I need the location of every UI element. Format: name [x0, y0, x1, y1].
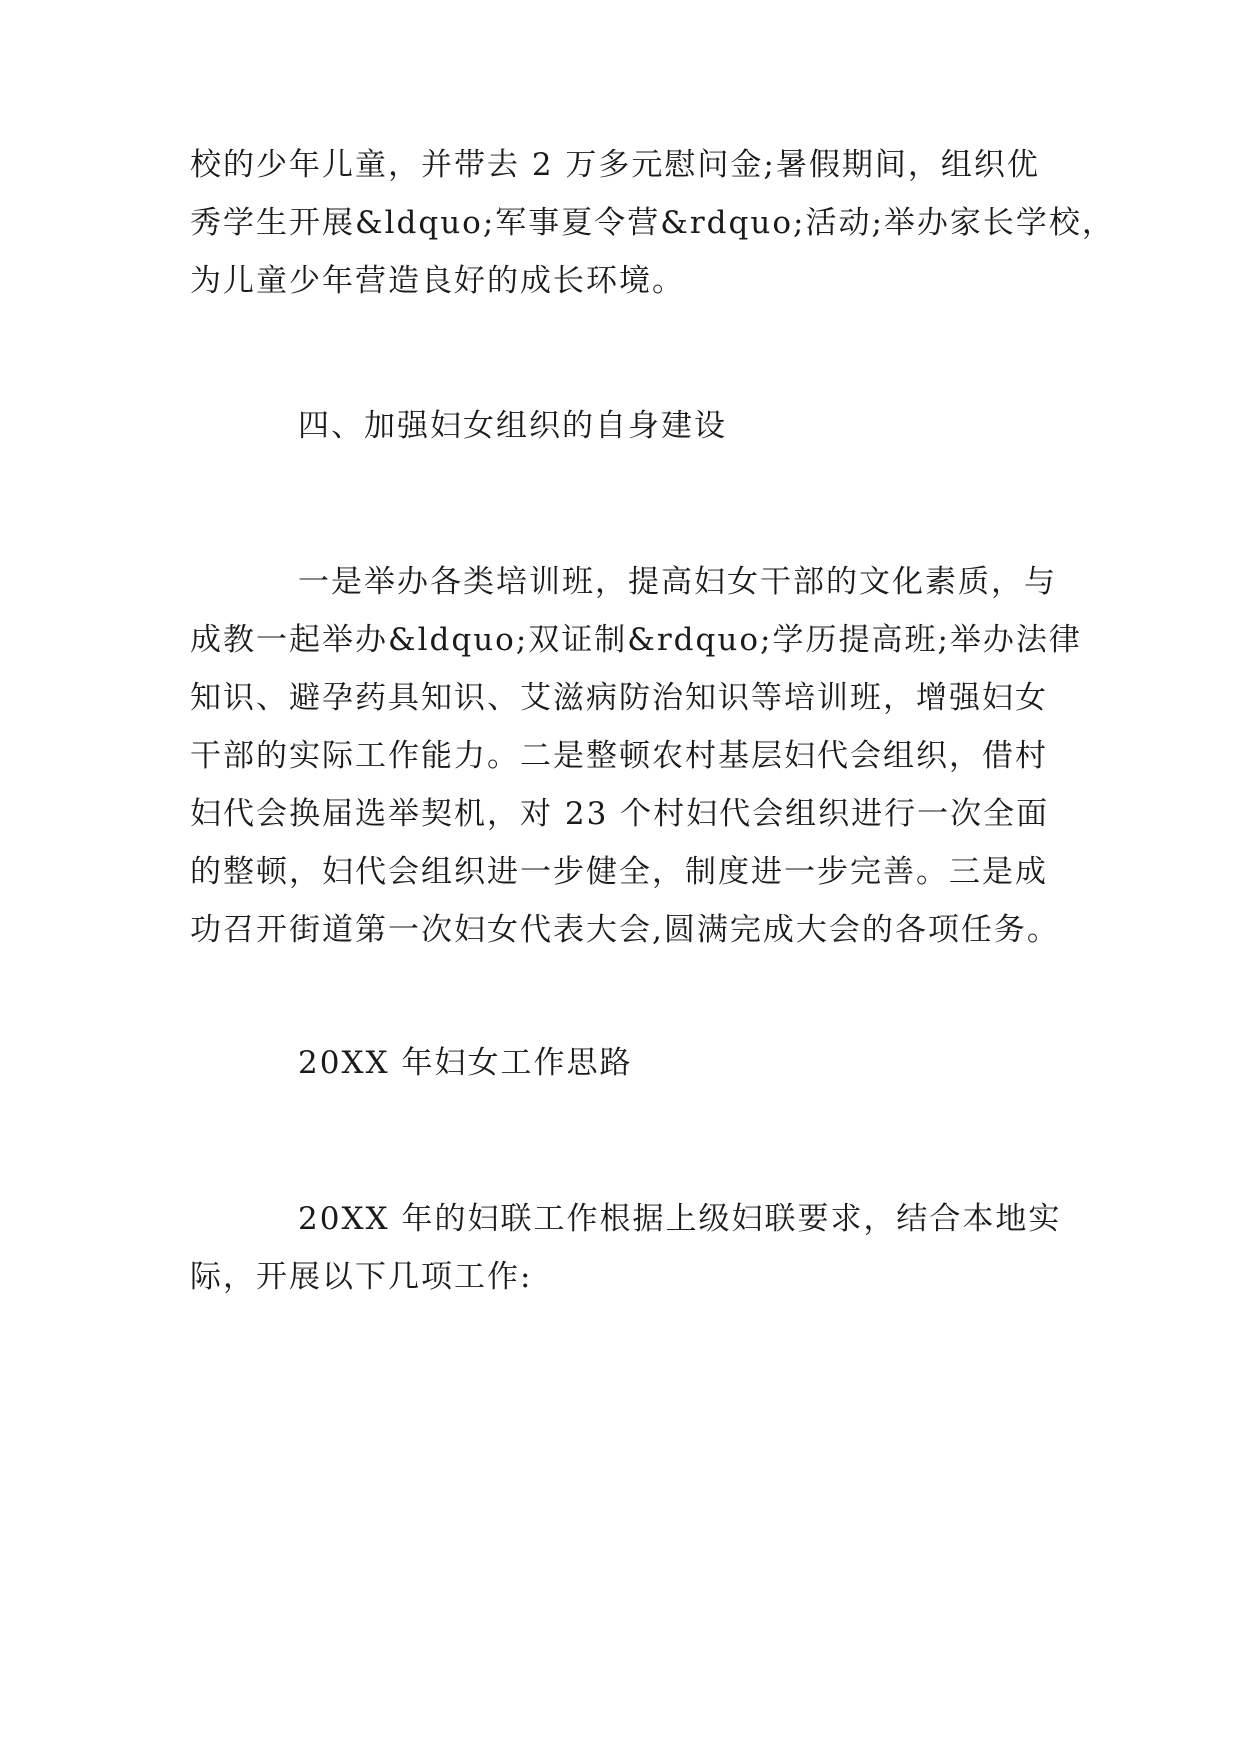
- text-line: 一是举办各类培训班，提高妇女干部的文化素质，与: [298, 564, 1057, 600]
- text-line: 际，开展以下几项工作:: [190, 1259, 533, 1295]
- paragraph-section-4: [190, 553, 1082, 959]
- plan-heading-text: 20XX 年妇女工作思路: [298, 1045, 633, 1081]
- text-line: 妇代会换届选举契机，对 23 个村妇代会组织进行一次全面: [190, 796, 1050, 832]
- text-line: 的整顿，妇代会组织进一步健全，制度进一步完善。三是成: [190, 854, 1048, 890]
- text-line: 为儿童少年营造良好的成长环境。: [190, 263, 685, 299]
- paragraph-continued: [190, 136, 1115, 310]
- text-line: 成教一起举办&ldquo;双证制&rdquo;学历提高班;举办法律: [190, 622, 1082, 658]
- paragraph-plan: [190, 1190, 1060, 1306]
- text-line: 秀学生开展&ldquo;军事夏令营&rdquo;活动;举办家长学校，: [190, 205, 1115, 241]
- text-line: 干部的实际工作能力。二是整顿农村基层妇代会组织，借村: [190, 738, 1048, 774]
- section-heading-4: [190, 397, 1060, 455]
- plan-heading: [190, 1034, 1060, 1092]
- text-line: 知识、避孕药具知识、艾滋病防治知识等培训班，增强妇女: [190, 680, 1048, 716]
- text-line: 功召开街道第一次妇女代表大会,圆满完成大会的各项任务。: [190, 912, 1060, 948]
- text-line: 20XX 年的妇联工作根据上级妇联要求，结合本地实: [298, 1201, 1062, 1237]
- text-line: 校的少年儿童，并带去 2 万多元慰问金;暑假期间，组织优: [190, 147, 1040, 183]
- section-heading-text: 四、加强妇女组织的自身建设: [298, 408, 727, 444]
